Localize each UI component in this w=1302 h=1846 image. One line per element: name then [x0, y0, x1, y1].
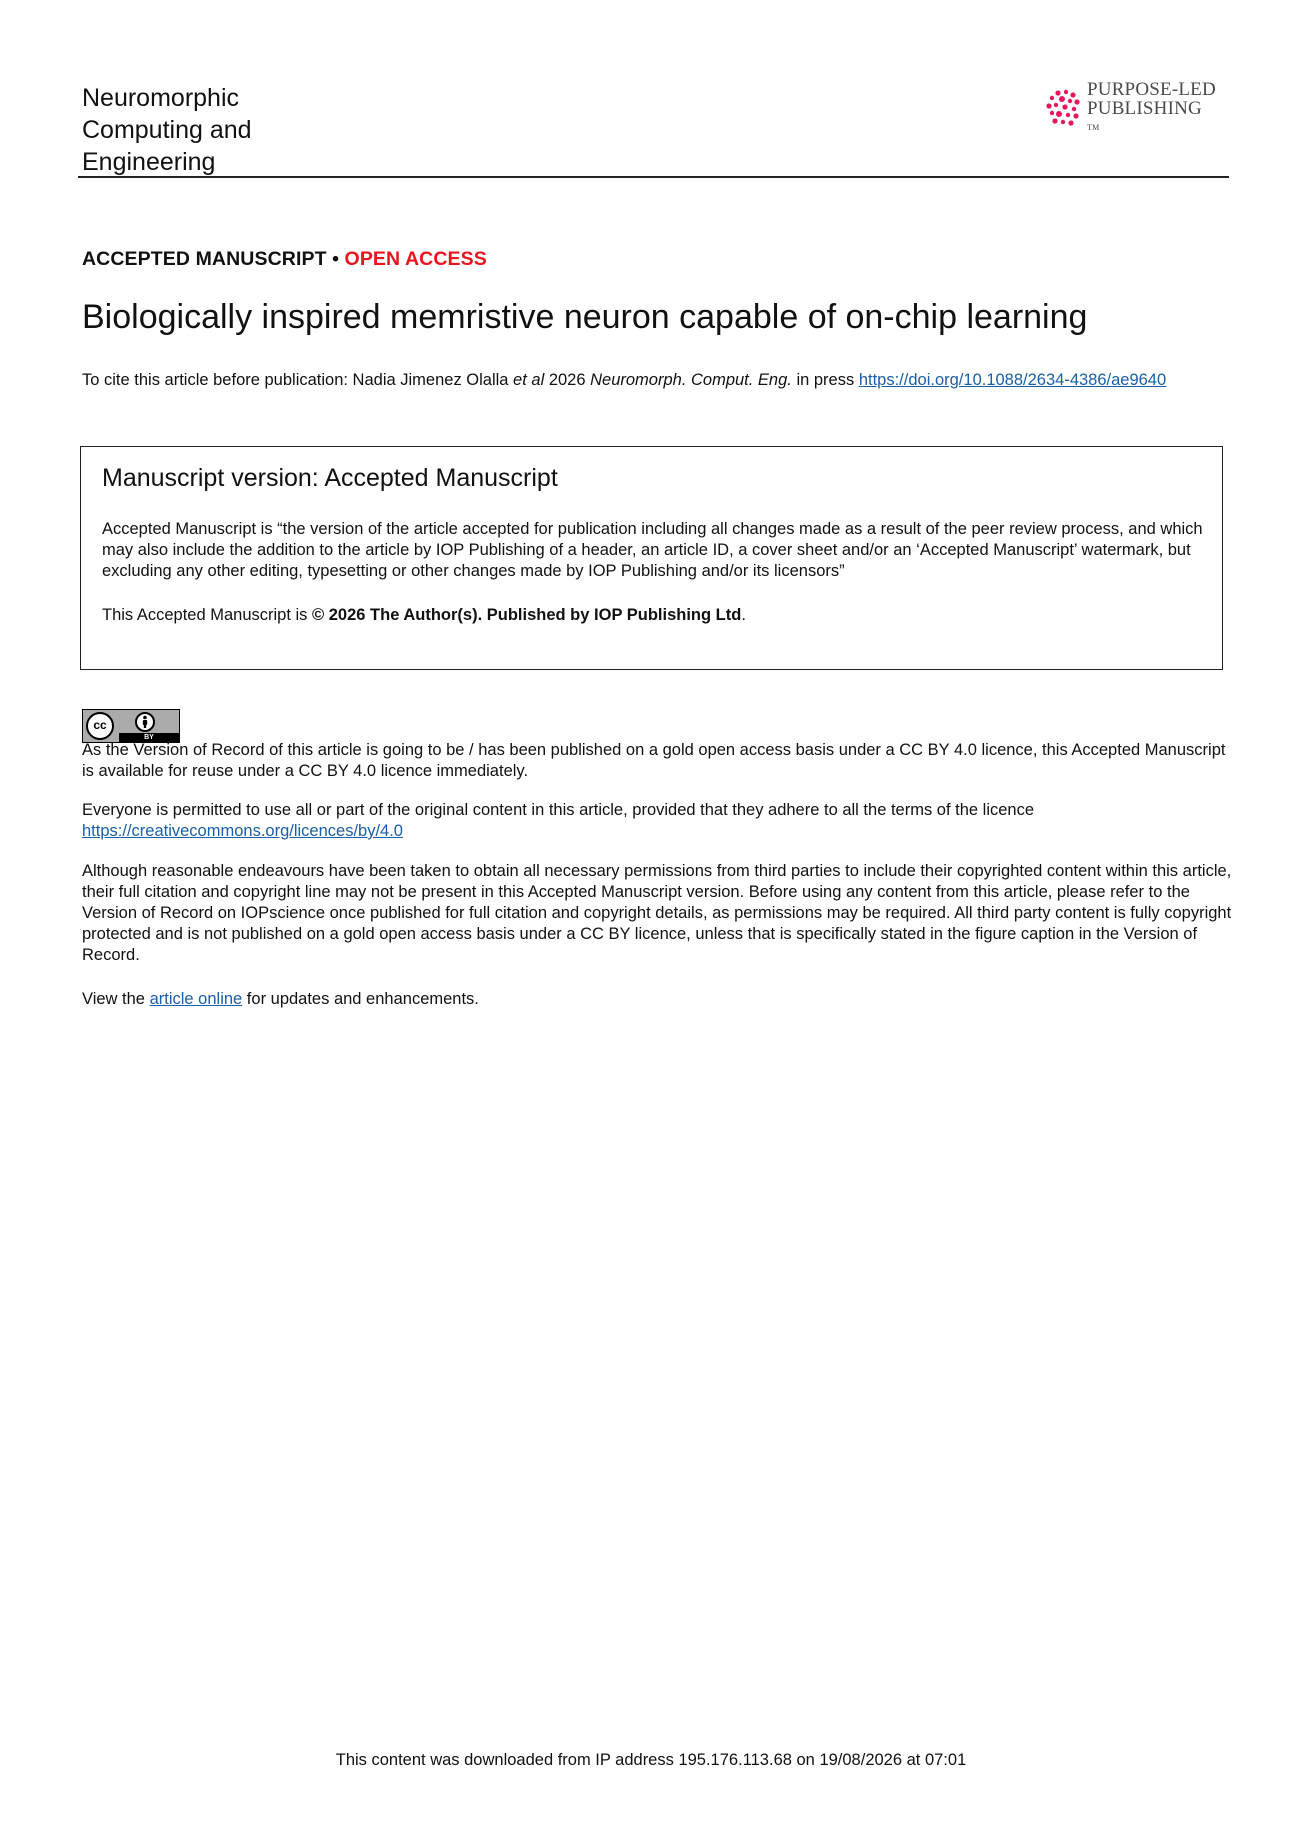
header-divider: [78, 176, 1229, 178]
journal-title-line-2: Computing and: [82, 116, 252, 144]
third-party-paragraph: Although reasonable endeavours have been taken to obtain all necessary permissions from third parties to include their copyrighted content within this article, their full citation and copyright line may not be present in this Accepted Manuscript version. Before using any content from this article, please refer to the Version of Record on IOPscience once published for full citation and copyright details, as permissions may be required. All third party content is fully copyright protected and is not published on a gold open access basis under a CC BY licence, unless that is specifically stated in the figure caption in the Version of Record.: [82, 862, 1232, 964]
publisher-name: [1087, 80, 1216, 137]
journal-title-line-1: Neuromorphic: [82, 84, 240, 112]
publisher-name-line-1: PURPOSE-LED: [1087, 78, 1216, 100]
view-prefix: View the: [82, 990, 150, 1008]
view-online-paragraph: [82, 989, 1232, 1010]
citation-prefix: To cite this article before publication: Nadia Jimenez Olalla: [82, 371, 514, 389]
journal-title: [82, 82, 382, 178]
version-heading: Manuscript version: Accepted Manuscript: [102, 464, 558, 492]
purpose-led-publishing-dots-icon: [1046, 89, 1082, 127]
copyright-suffix: .: [741, 606, 746, 624]
attribution-person-icon: [135, 712, 155, 732]
permission-paragraph: [82, 800, 1232, 842]
citation-et-al: et al: [513, 371, 545, 389]
manuscript-status: [82, 248, 487, 271]
copyright-prefix: This Accepted Manuscript is: [102, 606, 313, 624]
citation-year: 2026: [544, 371, 591, 389]
journal-title-line-3: Engineering: [82, 148, 216, 176]
permission-text: Everyone is permitted to use all or part of the original content in this article, provided that they adhere to all the terms of the licence: [82, 801, 1035, 819]
status-bullet: •: [326, 248, 345, 270]
doi-link[interactable]: https://doi.org/10.1088/2634-4386/ae9640: [858, 371, 1167, 389]
article-online-link[interactable]: article online: [149, 990, 243, 1008]
licence-link[interactable]: https://creativecommons.org/licences/by/4.0: [82, 822, 403, 840]
citation-journal: Neuromorph. Comput. Eng.: [590, 371, 792, 389]
version-description: Accepted Manuscript is “the version of the article accepted for publication including all changes made as a result of the peer review process, and which may also include the addition to the article by IOP Publishing of a header, an article ID, a cover sheet and/or an ‘Accepted Manuscript’ watermark, but excluding any other editing, typesetting or other changes made by IOP Publishing and/or its licensors”: [102, 520, 1203, 580]
publisher-logo: [1046, 78, 1226, 132]
by-label: BY: [119, 733, 179, 742]
article-title: Biologically inspired memristive neuron capable of on-chip learning: [82, 298, 1088, 336]
view-suffix: for updates and enhancements.: [242, 990, 479, 1008]
licence-paragraph: As the Version of Record of this article is going to be / has been published on a gold open access basis under a CC BY 4.0 licence, this Accepted Manuscript is available for reuse under a CC BY 4.0 licence immediately.: [82, 741, 1226, 780]
trademark-mark: TM: [1087, 122, 1100, 132]
citation: [82, 370, 1232, 391]
cc-by-icon[interactable]: [82, 709, 180, 743]
citation-in-press: in press: [791, 371, 859, 389]
manuscript-version-box: [80, 446, 1223, 670]
open-access-label: OPEN ACCESS: [344, 248, 487, 270]
version-copyright: [102, 605, 1202, 626]
copyright-holder: © 2026 The Author(s). Published by IOP Publishing Ltd: [312, 606, 742, 624]
cc-circle-icon: cc: [86, 712, 114, 740]
accepted-manuscript-label: ACCEPTED MANUSCRIPT: [82, 248, 327, 270]
publisher-name-line-2: PUBLISHING: [1087, 97, 1202, 119]
download-info-footer: This content was downloaded from IP address 195.176.113.68 on 19/08/2026 at 07:01: [335, 1751, 967, 1769]
